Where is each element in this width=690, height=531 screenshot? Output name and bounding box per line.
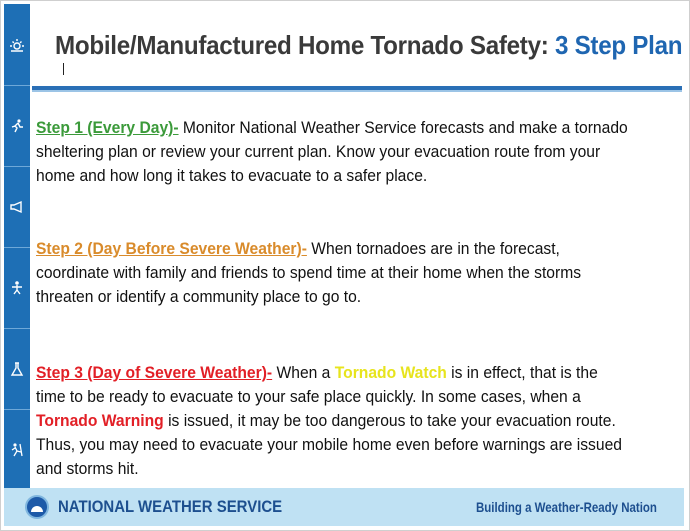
title-accent: 3 Step Plan (554, 30, 683, 60)
step-3-text-c: is issued, it may be too dangerous to take your evacuation route. Thus, you may need to evacuate your mobile home even before warnings are issued and storms hit. (36, 411, 622, 478)
climber-icon (4, 409, 30, 490)
step-2 (36, 237, 629, 309)
step-1 (36, 116, 629, 188)
step-1-label: Step 1 (Every Day)- (36, 118, 179, 137)
tornado-watch-term: Tornado Watch (334, 363, 447, 382)
noaa-logo-icon (25, 495, 49, 519)
footer-org: NATIONAL WEATHER SERVICE (58, 497, 283, 516)
sun-icon (4, 4, 30, 86)
flask-icon (4, 328, 30, 410)
person-icon (4, 247, 30, 329)
step-2-text: When tornadoes are in the forecast, coordinate with family and friends to spend time at their home when the storms threaten or identify a community place to go to. (36, 239, 582, 306)
tornado-warning-term: Tornado Warning (36, 411, 164, 430)
step-1-text: Monitor National Weather Service forecasts and make a tornado sheltering plan or review your current plan. Know your evacuation route from your home and how long it takes to evacuate to a safer place. (36, 118, 628, 185)
title-main: Mobile/Manufactured Home Tornado Safety: (55, 30, 555, 60)
title-divider-shadow (32, 90, 682, 92)
step-3-text-a: When a (272, 363, 335, 382)
sidebar (4, 4, 30, 488)
footer-bar (4, 488, 684, 526)
footer-tagline: Building a Weather-Ready Nation (476, 499, 657, 515)
step-3-text-b: is in effect, that is the time to be ready to evacuate to your safe place quickly. In some cases, when a (36, 363, 598, 406)
page-title (55, 30, 682, 61)
step-3-label: Step 3 (Day of Severe Weather)- (36, 363, 273, 382)
runner-icon (4, 85, 30, 167)
step-2-label: Step 2 (Day Before Severe Weather)- (36, 239, 307, 258)
step-3 (36, 361, 629, 481)
text-cursor (63, 63, 64, 75)
megaphone-icon (4, 166, 30, 248)
